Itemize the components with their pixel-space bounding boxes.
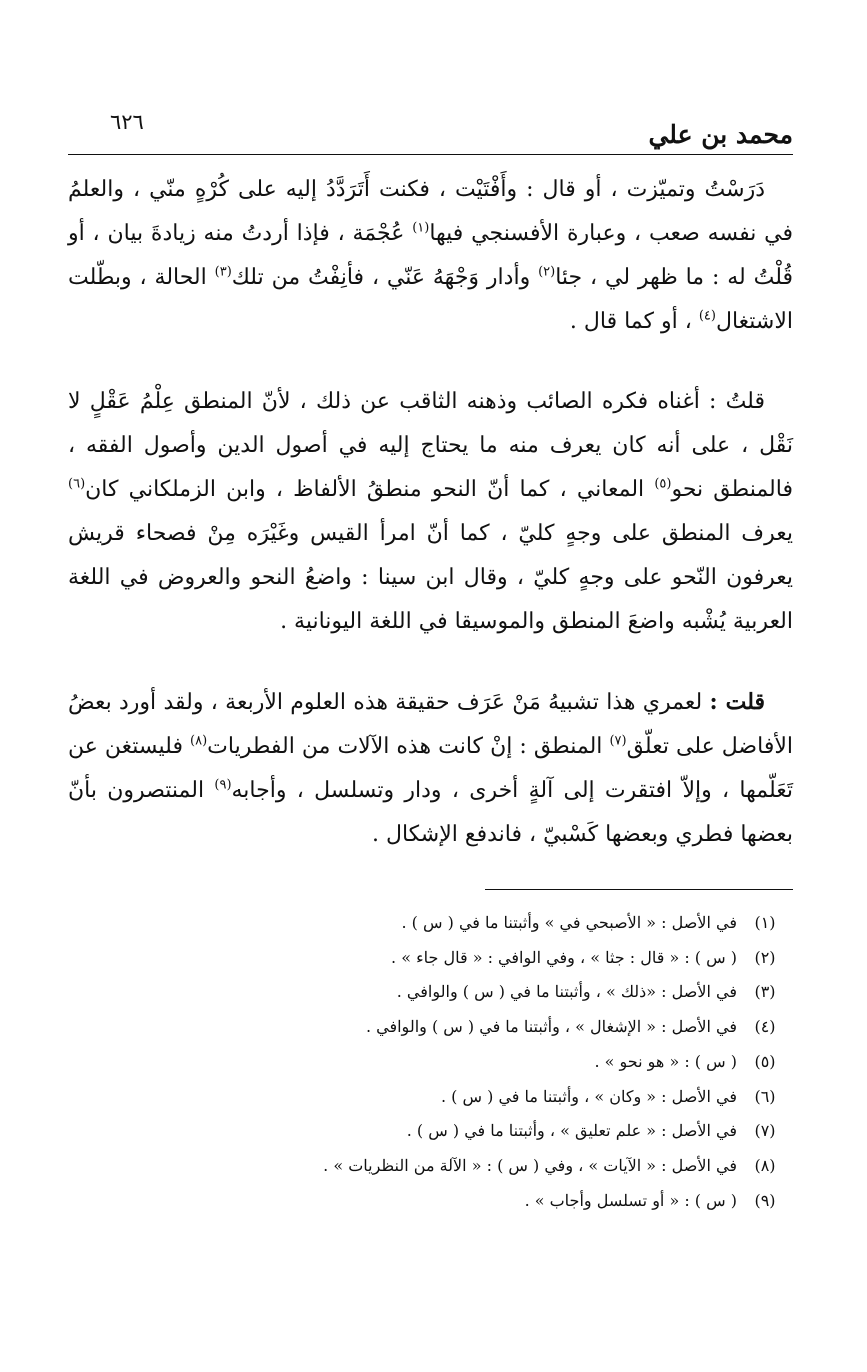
text-segment: المنطق : إنْ كانت هذه الآلات من الفطريات bbox=[207, 734, 610, 759]
footnote-text: ( س ) : « قال : جثا » ، وفي الوافي : « قال جاء » . bbox=[391, 947, 737, 967]
text-segment: يعرف المنطق على وجهٍ كليّ ، كما أنّ امرأ القيس وغَيْرَه مِنْ فصحاء قريش يعرفون النّحو على وجهٍ كليّ ، وقال ابن سينا : واضعُ النحو والعروض في اللغة العربية يُشْبه واضعَ المنطق والموسيقا في اللغة اليونانية . bbox=[68, 521, 793, 634]
footnotes bbox=[68, 906, 793, 1218]
footnote-marker: (٧) bbox=[609, 733, 627, 749]
running-header bbox=[68, 108, 793, 155]
footnote-text: في الأصل : « علم تعليق » ، وأثبتنا ما في ( س ) . bbox=[406, 1121, 737, 1141]
running-title: محمد بن علي bbox=[648, 120, 793, 149]
footnote-number: (٦) bbox=[754, 1086, 776, 1106]
footnote-text: في الأصل : « الإشغال » ، وأثبتنا ما في ( س ) والوافي . bbox=[365, 1017, 737, 1037]
footnote-marker: (٨) bbox=[190, 733, 208, 749]
footnote-marker: (٢) bbox=[538, 264, 556, 280]
footnote-number: (٩) bbox=[754, 1190, 776, 1210]
footnote-text: ( س ) : « هو نحو » . bbox=[594, 1051, 737, 1071]
footnote-item bbox=[68, 1184, 793, 1219]
text-segment: المعاني ، كما أنّ النحو منطقُ الألفاظ ، وابن الزملكاني كان bbox=[85, 477, 655, 502]
bold-lead: قلت : bbox=[709, 689, 765, 715]
footnote-item bbox=[68, 1080, 793, 1115]
footnote-number: (١) bbox=[754, 913, 776, 932]
footnote-item bbox=[68, 975, 793, 1010]
text-segment: عُجْمَة ، فإذا أردتُ منه زيادةَ بيان ، أو قُلْتُ له : ما ظهر لي ، جئا bbox=[68, 221, 794, 290]
footnote-number: (٧) bbox=[754, 1121, 776, 1141]
footnote-marker: (٣) bbox=[214, 264, 232, 280]
footnote-text: في الأصل : «ذلك » ، وأثبتنا ما في ( س ) والوافي . bbox=[396, 982, 737, 1002]
text-segment: دَرَسْتُ وتميّزت ، أو قال : وأَفْتَيْت ، فكنت أَتَرَدَّدُ إليه على كُرْهٍ منّي ، والعلمُ في نفسه صعب ، وعبارة الأفسنجي فيها bbox=[68, 177, 794, 246]
footnote-number: (٤) bbox=[754, 1017, 776, 1037]
footnote-marker: (٥) bbox=[654, 476, 672, 492]
main-text bbox=[68, 168, 793, 893]
text-segment: الحالة ، وبطّلت الاشتغال bbox=[68, 265, 793, 334]
footnote-number: (٢) bbox=[754, 947, 776, 967]
footnote-text: في الأصل : « وكان » ، وأثبتنا ما في ( س ) . bbox=[441, 1086, 737, 1106]
paragraph bbox=[68, 680, 793, 857]
footnote-number: (٥) bbox=[754, 1051, 776, 1071]
footnote-text: في الأصل : « الآيات » ، وفي ( س ) : « الآلة من النظريات » . bbox=[323, 1155, 737, 1175]
footnote-item bbox=[68, 1045, 793, 1080]
text-segment: وأدار وَجْهَهُ عَنّي ، فأنِفْتُ من تلك bbox=[231, 265, 539, 290]
footnote-number: (٣) bbox=[754, 982, 776, 1002]
footnote-item bbox=[68, 906, 793, 941]
text-segment: قلتُ : أغناه فكره الصائب وذهنه الثاقب عن ذلك ، لأنّ المنطق عِلْمُ عَقْلٍ لا نَقْل ، على أنه كان يعرف منه ما يحتاج إليه في أصول الدين وأصول الفقه ، فالمنطق نحو bbox=[68, 389, 793, 502]
footnote-marker: (١) bbox=[412, 220, 430, 236]
paragraph bbox=[68, 168, 793, 344]
text-segment: ، أو كما قال . bbox=[569, 309, 699, 334]
page-number: ٦٢٦ bbox=[110, 110, 144, 134]
paragraph bbox=[68, 380, 793, 644]
footnote-item bbox=[68, 1149, 793, 1184]
text-segment: لعمري هذا تشبيهُ مَنْ عَرَف حقيقة هذه العلوم الأربعة ، ولقد أورد بعضُ الأفاضل على تعلّق bbox=[68, 690, 793, 759]
footnote-separator bbox=[485, 889, 793, 890]
text-segment: فليستغن عن تَعَلّمها ، وإلاّ افتقرت إلى آلةٍ أخرى ، ودار وتسلسل ، وأجابه bbox=[68, 734, 793, 803]
footnote-number: (٨) bbox=[754, 1155, 776, 1175]
footnote-item bbox=[68, 1010, 793, 1045]
footnote-marker: (٩) bbox=[214, 777, 232, 793]
footnote-text: في الأصل : « الأصبحي في » وأثبتنا ما في ( س ) . bbox=[401, 913, 737, 932]
text-segment: المنتصرون بأنّ بعضها فطري وبعضها كَسْبيّ ، فاندفع الإشكال . bbox=[68, 778, 793, 847]
footnote-item bbox=[68, 941, 793, 976]
footnote-item bbox=[68, 1114, 793, 1149]
footnote-text: ( س ) : « أو تسلسل وأجاب » . bbox=[524, 1190, 737, 1210]
footnote-marker: (٦) bbox=[68, 476, 86, 492]
footnote-marker: (٤) bbox=[698, 308, 716, 324]
